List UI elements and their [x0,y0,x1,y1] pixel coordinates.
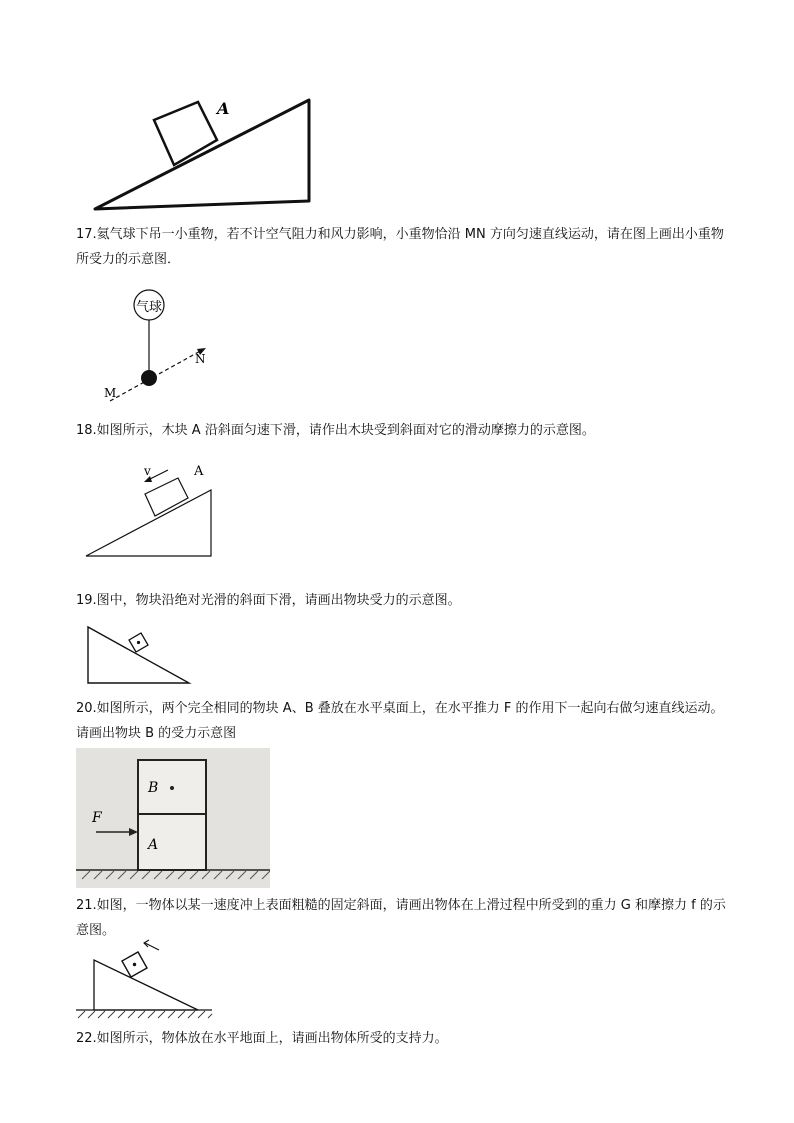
figure-rough-incline [76,938,216,1022]
force-label: F [92,810,102,826]
balloon-label: 气球 [135,300,163,315]
question-21: 21.如图，一物体以某一速度冲上表面粗糙的固定斜面，请画出物体在上滑过程中所受到的重力 G 和摩擦力 f 的示意图。 [76,898,726,938]
velocity-arrow [148,470,168,480]
figure-stacked-blocks [76,748,270,888]
weight [141,370,157,386]
ground-hatching [78,1011,212,1018]
figure-balloon [100,287,220,407]
velocity-label: v [144,464,151,478]
block [154,102,217,165]
block-label: A [217,99,230,118]
block-a-label: A [148,837,159,853]
question-17: 17.氦气球下吊一小重物，若不计空气阻力和风力影响，小重物恰沿 MN 方向匀速直线运动，请在图上画出小重物所受力的示意图． [76,227,724,267]
question-19: 19.图中，物块沿绝对光滑的斜面下滑，请画出物块受力的示意图。 [76,593,461,608]
incline-triangle [95,100,309,209]
mn-dashed-line [110,349,204,401]
question-22: 22.如图所示，物体放在水平地面上，请画出物体所受的支持力。 [76,1031,448,1046]
block-b-label: B [148,780,159,796]
point-m: M [104,386,117,400]
incline-triangle [88,627,189,683]
block-center-dot [137,641,140,644]
question-18: 18.如图所示，木块 A 沿斜面匀速下滑，请作出木块受到斜面对它的滑动摩擦力的示意图。 [76,423,595,438]
block [145,478,188,516]
question-20: 20.如图所示，两个完全相同的物块 A、B 叠放在水平桌面上，在水平推力 F 的作用下一起向右做匀速直线运动。请画出物块 B 的受力示意图 [76,701,724,741]
figure-incline-block-a [80,92,320,217]
incline-triangle [86,490,211,556]
block-label: A [194,464,204,479]
figure-smooth-incline [82,622,194,688]
point-n: N [195,352,206,366]
figure-sliding-block [80,458,220,563]
block-center-dot [133,963,136,966]
block-b-center-dot [170,786,174,790]
